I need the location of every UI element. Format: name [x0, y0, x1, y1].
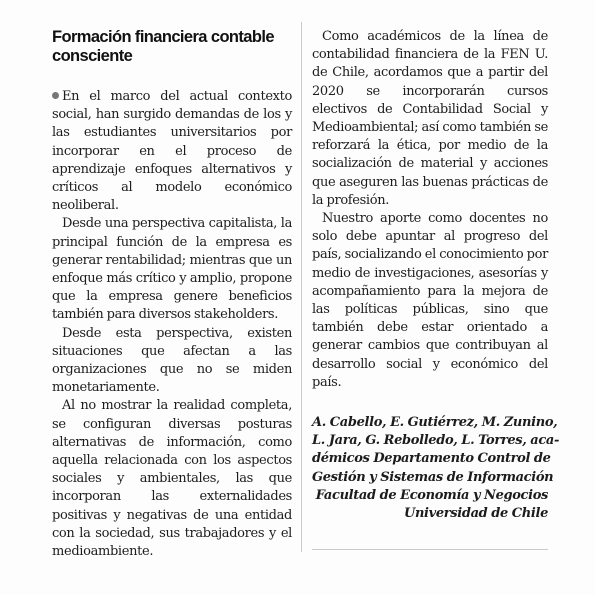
signature-line: Universidad de Chile	[403, 506, 548, 522]
body-paragraph: Desde una perspectiva capitalista, la principal función de la empresa es generar rentabilidad; mientras que un enfoque más crítico y amplio, propone que la empresa genere beneficios también para diversos stakeholders.	[52, 216, 292, 323]
bullet-icon	[52, 92, 59, 99]
signature-line: démicos Departamento Control de	[312, 451, 551, 467]
paragraph-text: En el marco del actual contexto social, han surgido demandas de los y las estudiantes universitarios por incorporar en el proceso de aprendizaje enfoques alternativos y críticos al modelo económico neoliberal.	[52, 89, 292, 214]
signature-line: Gestión y Sistemas de Información	[312, 469, 554, 485]
body-paragraph	[52, 88, 292, 215]
left-column	[52, 28, 292, 561]
signature-line: L. Jara, G. Rebolledo, L. Torres, aca-	[312, 433, 560, 449]
bottom-rule	[312, 549, 548, 550]
article-headline: Formación financiera contable consciente	[52, 28, 274, 65]
body-paragraph: Al no mostrar la realidad completa, se configuran diversas posturas alternativas de información, como aquella relacionada con los aspectos sociales y ambientales, las que incorporan las externalidades positivas y negativas de una entidad con la sociedad, sus trabajadores y el medioambiente.	[52, 398, 292, 560]
column-divider	[301, 22, 302, 552]
body-paragraph: Nuestro aporte como docentes no solo debe apuntar al progreso del país, socializando el conocimiento por medio de investigaciones, asesorías y acompañamiento para la mejora de las políticas públicas, sino que también debe estar orientado a generar cambios que contribuyan al desarrollo social y económico del país.	[312, 211, 548, 390]
signature-line: A. Cabello, E. Gutiérrez, M. Zunino,	[312, 415, 558, 431]
signature-line: Facultad de Economía y Negocios	[315, 487, 548, 503]
body-paragraph: Desde esta perspectiva, existen situaciones que afectan a las organizaciones que no se miden monetariamente.	[52, 325, 292, 396]
body-paragraph: Como académicos de la línea de contabilidad financiera de la FEN U. de Chile, acordamos que a partir del 2020 se incorporarán cursos electivos de Contabilidad Social y Medioambiental; así como también se reforzará la ética, por medio de la socialización de material y acciones que aseguren las buenas prácticas de la profesión.	[312, 29, 548, 208]
author-signature	[312, 414, 560, 523]
right-column	[312, 28, 560, 523]
